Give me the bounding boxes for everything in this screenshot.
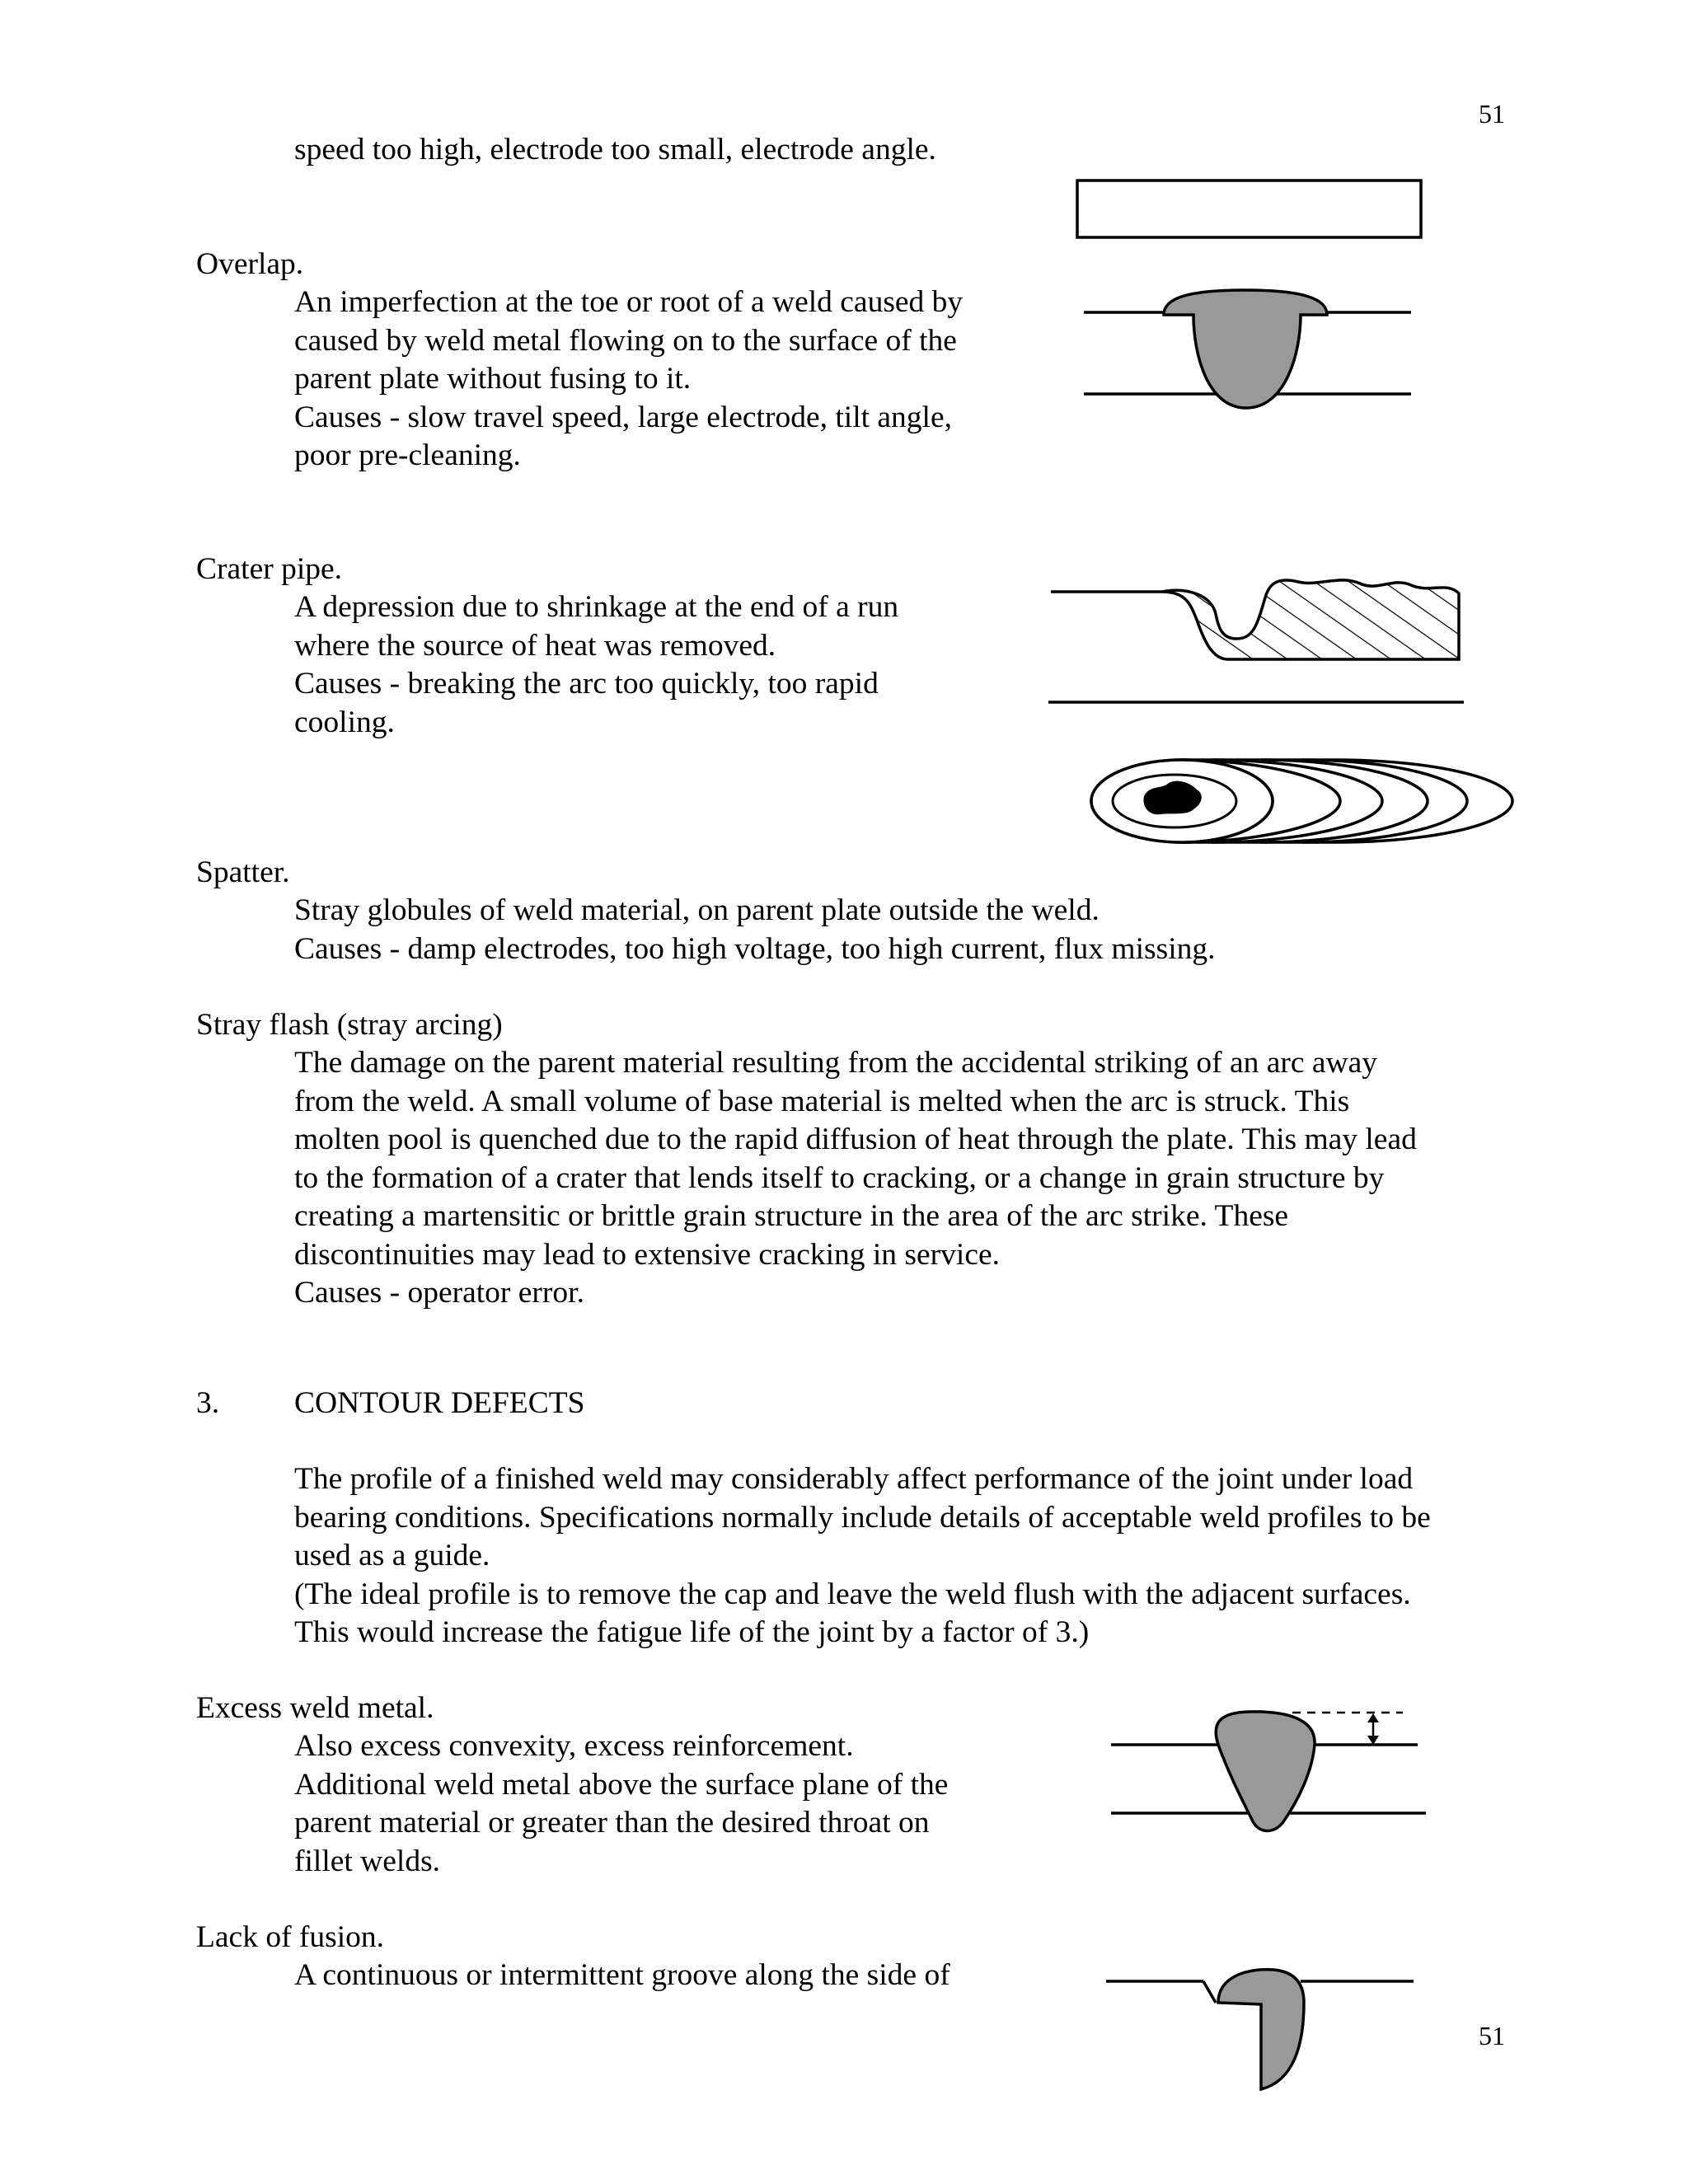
crater-pipe-line: A depression due to shrinkage at the end of a run xyxy=(294,590,899,624)
page-number-top: 51 xyxy=(1479,99,1505,129)
section-title: CONTOUR DEFECTS xyxy=(294,1386,585,1420)
stray-flash-line: discontinuities may lead to extensive cracking in service. xyxy=(294,1237,1000,1272)
overlap-line: caused by weld metal flowing on to the surface of the xyxy=(294,323,957,358)
lack-of-fusion-line: A continuous or intermittent groove along the side of xyxy=(294,1958,950,1992)
intro-line: speed too high, electrode too small, electrode angle. xyxy=(294,133,936,166)
crater-pipe-title: Crater pipe. xyxy=(196,552,343,586)
spatter-title: Spatter. xyxy=(196,855,290,889)
stray-flash-line: to the formation of a crater that lends itself to cracking, or a change in grain structure by xyxy=(294,1160,1385,1195)
section-line: used as a guide. xyxy=(294,1539,490,1572)
page-number-bottom: 51 xyxy=(1479,2021,1505,2050)
stray-flash-title: Stray flash (stray arcing) xyxy=(196,1008,503,1042)
excess-weld-metal-line: Additional weld metal above the surface plane of the xyxy=(294,1767,949,1802)
overlap-line: Causes - slow travel speed, large electrode, tilt angle, xyxy=(294,400,952,434)
excess-weld-metal-title: Excess weld metal. xyxy=(196,1691,434,1725)
crater-pipe-line: Causes - breaking the arc too quickly, too rapid xyxy=(294,667,879,701)
excess-weld-metal-line: fillet welds. xyxy=(294,1844,441,1878)
crater-pipe-line: where the source of heat was removed. xyxy=(294,628,776,663)
overlap-line: An imperfection at the toe or root of a weld caused by xyxy=(294,285,964,319)
stray-flash-line: creating a martensitic or brittle grain structure in the area of the arc strike. These xyxy=(294,1199,1289,1233)
spatter-line: Stray globules of weld material, on parent plate outside the weld. xyxy=(294,893,1100,927)
crater-pipe-line: cooling. xyxy=(294,705,395,739)
lack-of-fusion-weld xyxy=(1218,1970,1304,2089)
excess-weld-metal-line: Also excess convexity, excess reinforcement. xyxy=(294,1729,854,1763)
section-line: The profile of a finished weld may considerably affect performance of the joint under load xyxy=(294,1462,1414,1496)
overlap-line: poor pre-cleaning. xyxy=(294,438,521,472)
overlap-line: parent plate without fusing to it. xyxy=(294,362,692,396)
section-line: This would increase the fatigue life of the joint by a factor of 3.) xyxy=(294,1615,1090,1649)
spatter-line: Causes - damp electrodes, too high voltage, too high current, flux missing. xyxy=(294,931,1216,966)
lack-of-fusion-title: Lack of fusion. xyxy=(196,1920,385,1954)
stray-flash-line: molten pool is quenched due to the rapid diffusion of heat through the plate. This may lead xyxy=(294,1122,1417,1156)
overlap-title: Overlap. xyxy=(196,247,304,281)
section-line: bearing conditions. Specifications normally include details of acceptable weld profiles to be xyxy=(294,1500,1431,1535)
section-number: 3. xyxy=(196,1386,220,1420)
excess-weld-metal-line: parent material or greater than the desired throat on xyxy=(294,1806,930,1840)
section-line: (The ideal profile is to remove the cap and leave the weld flush with the adjacent surfaces. xyxy=(294,1577,1411,1611)
stray-flash-line: Causes - operator error. xyxy=(294,1276,584,1310)
stray-flash-line: The damage on the parent material resulting from the accidental striking of an arc away xyxy=(294,1046,1378,1080)
stray-flash-line: from the weld. A small volume of base material is melted when the arc is struck. This xyxy=(294,1084,1350,1118)
